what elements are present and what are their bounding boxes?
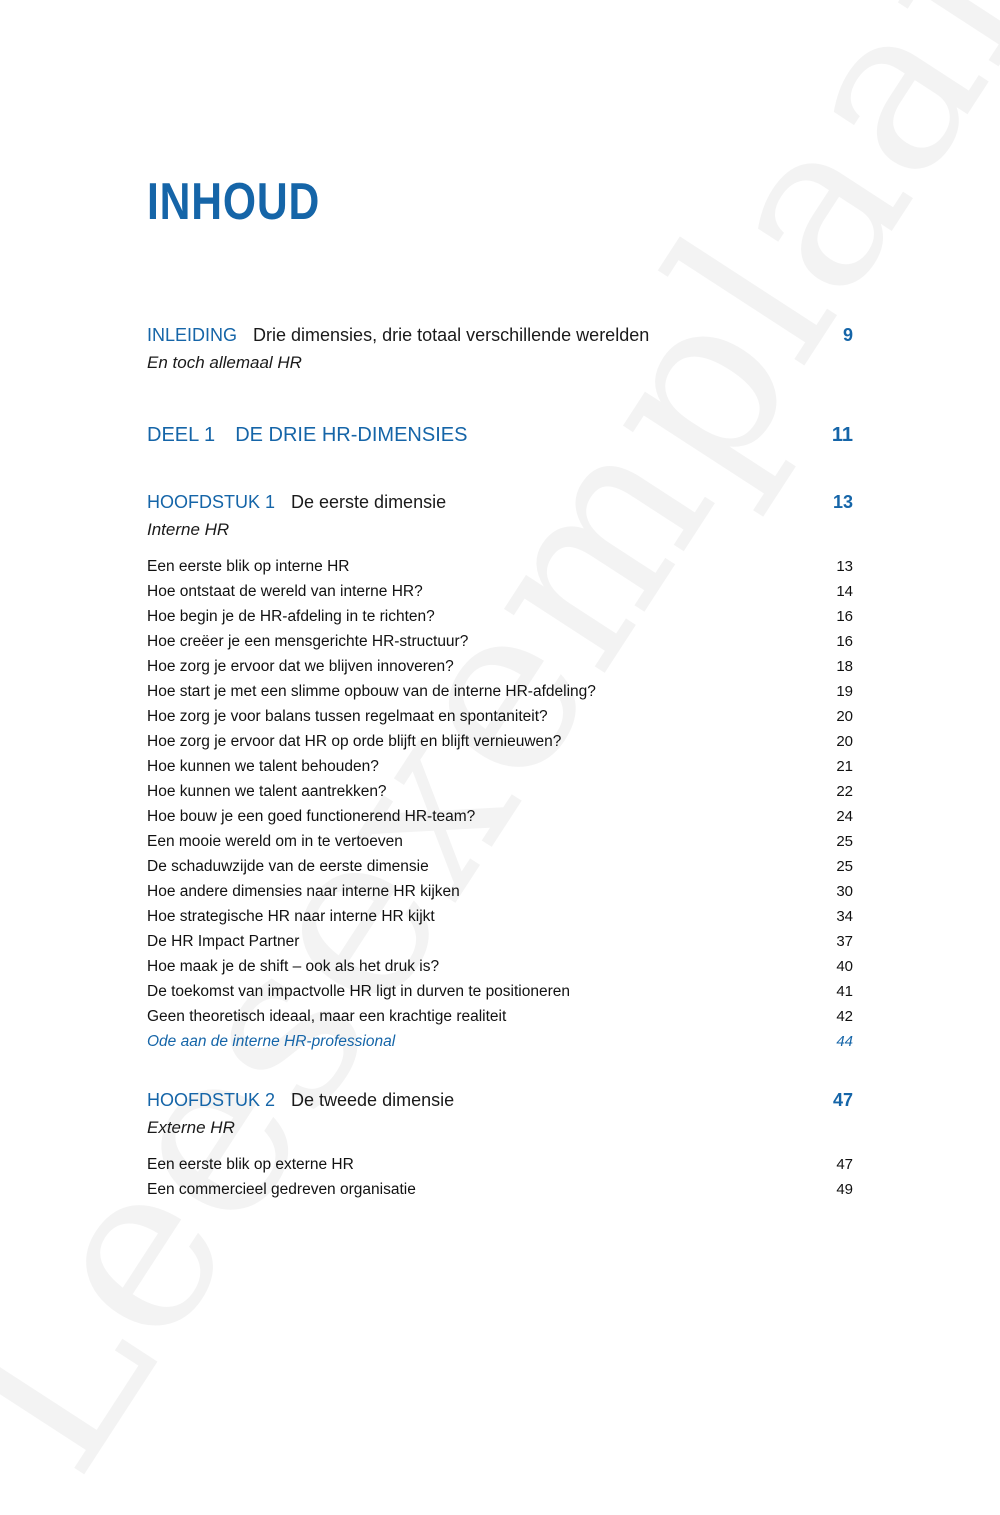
toc-entry[interactable]: [147, 558, 853, 576]
toc-entry[interactable]: [147, 708, 853, 726]
toc-entry-title: Hoe ontstaat de wereld van interne HR?: [147, 583, 423, 600]
toc-deel-1-page: 11: [831, 424, 853, 446]
toc-entry-page: 42: [836, 1008, 853, 1025]
toc-entry-title: Hoe maak je de shift – ook als het druk is?: [147, 958, 440, 975]
toc-hoofdstuk-1-label: [147, 492, 833, 513]
toc-inleiding-title: Drie dimensies, drie totaal verschillende werelden: [253, 325, 650, 345]
toc-hoofdstuk-2[interactable]: [147, 1090, 853, 1111]
toc-entry-title: Een commercieel gedreven organisatie: [147, 1181, 416, 1198]
toc-entry-page: 41: [836, 983, 853, 1000]
toc-inleiding-subtitle: En toch allemaal HR: [147, 353, 302, 372]
toc-deel-1-title: DE DRIE HR-DIMENSIES: [235, 424, 468, 446]
toc-entry-title: De schaduwzijde van de eerste dimensie: [147, 858, 429, 875]
toc-entry-page: 25: [836, 858, 853, 875]
toc-entry-title: Een eerste blik op externe HR: [147, 1156, 354, 1173]
toc-entry-title: Een mooie wereld om in te vertoeven: [147, 833, 403, 850]
toc-entry-page: 20: [836, 733, 853, 750]
toc-hoofdstuk-2-label: [147, 1090, 833, 1111]
toc-hoofdstuk-1-tag: HOOFDSTUK 1: [147, 492, 276, 512]
toc-inleiding-label: [147, 325, 843, 346]
toc-entry-page: 22: [836, 783, 853, 800]
toc-entry-page: 13: [836, 558, 853, 575]
toc-entry-title: Hoe zorg je ervoor dat HR op orde blijft en blijft vernieuwen?: [147, 733, 562, 750]
toc-hoofdstuk-1-page: 13: [832, 492, 853, 512]
toc-entry[interactable]: [147, 783, 853, 801]
toc-entry-title: Hoe start je met een slimme opbouw van de interne HR-afdeling?: [147, 683, 596, 700]
toc-inleiding-page: 9: [842, 325, 853, 345]
toc-entry[interactable]: [147, 633, 853, 651]
toc-entry-title: Hoe kunnen we talent behouden?: [147, 758, 379, 775]
toc-entry-title: De HR Impact Partner: [147, 933, 300, 950]
toc-hoofdstuk-2-title: De tweede dimensie: [291, 1090, 455, 1110]
toc-inleiding-tag: INLEIDING: [147, 325, 238, 345]
toc-entry-ode[interactable]: [147, 1033, 853, 1051]
toc-entry[interactable]: [147, 858, 853, 876]
toc-deel-1-label: [147, 424, 832, 447]
toc-entry-page: 34: [836, 908, 853, 925]
toc-entry[interactable]: [147, 608, 853, 626]
toc-entry-page: 47: [836, 1156, 853, 1173]
toc-entry-page: 19: [836, 683, 853, 700]
toc-entry[interactable]: [147, 958, 853, 976]
toc-entry[interactable]: [147, 1156, 853, 1174]
toc-entry-ode-page: 44: [836, 1033, 853, 1050]
toc-hoofdstuk-2-subtitle: Externe HR: [147, 1118, 235, 1137]
toc-entry-page: 16: [836, 608, 853, 625]
toc-entry-title: Hoe zorg je ervoor dat we blijven innoveren?: [147, 658, 454, 675]
toc-entry-title: Een eerste blik op interne HR: [147, 558, 350, 575]
toc-deel-1[interactable]: [147, 424, 853, 447]
toc-entry[interactable]: [147, 933, 853, 951]
toc-entry-page: 37: [836, 933, 853, 950]
page-title: INHOUD: [147, 173, 321, 231]
toc-entry-page: 25: [836, 833, 853, 850]
toc-entry[interactable]: [147, 683, 853, 701]
toc-entry-title: Geen theoretisch ideaal, maar een krachtige realiteit: [147, 1008, 507, 1025]
toc-entry-page: 16: [836, 633, 853, 650]
toc-inleiding[interactable]: [147, 325, 853, 346]
toc-entry-page: 49: [836, 1181, 853, 1198]
toc-entry-page: 14: [836, 583, 853, 600]
toc-entry-title: Hoe strategische HR naar interne HR kijkt: [147, 908, 435, 925]
toc-entry-title: Hoe andere dimensies naar interne HR kijken: [147, 883, 460, 900]
toc-entry[interactable]: [147, 1008, 853, 1026]
toc-hoofdstuk-1-title: De eerste dimensie: [291, 492, 447, 512]
toc-entry-title: Hoe zorg je voor balans tussen regelmaat en spontaniteit?: [147, 708, 548, 725]
toc-hoofdstuk-2-page: 47: [832, 1090, 853, 1110]
toc-deel-1-tag: DEEL 1: [147, 424, 216, 446]
toc-hoofdstuk-1[interactable]: [147, 492, 853, 513]
toc-hoofdstuk-2-tag: HOOFDSTUK 2: [147, 1090, 276, 1110]
toc-entry[interactable]: [147, 808, 853, 826]
toc-entry-page: 30: [836, 883, 853, 900]
toc-entry-title: Hoe bouw je een goed functionerend HR-team?: [147, 808, 476, 825]
toc-entry[interactable]: [147, 883, 853, 901]
toc-entry[interactable]: [147, 908, 853, 926]
toc-entry[interactable]: [147, 733, 853, 751]
toc-entry-title: Hoe begin je de HR-afdeling in te richten?: [147, 608, 435, 625]
toc-entry[interactable]: [147, 1181, 853, 1199]
toc-entry-page: 40: [836, 958, 853, 975]
toc-entry[interactable]: [147, 983, 853, 1001]
toc-entry-title: Hoe creëer je een mensgerichte HR-structuur?: [147, 633, 469, 650]
toc-entry-ode-title: Ode aan de interne HR-professional: [147, 1033, 396, 1050]
toc-hoofdstuk-1-subtitle: Interne HR: [147, 520, 230, 539]
toc-entry-page: 24: [836, 808, 853, 825]
toc-entry[interactable]: [147, 758, 853, 776]
toc-entry[interactable]: [147, 583, 853, 601]
toc-entry[interactable]: [147, 658, 853, 676]
toc-entry-title: De toekomst van impactvolle HR ligt in durven te positioneren: [147, 983, 571, 1000]
toc-entry[interactable]: [147, 833, 853, 851]
toc-entry-page: 20: [836, 708, 853, 725]
toc-entry-page: 21: [836, 758, 853, 775]
toc-entry-title: Hoe kunnen we talent aantrekken?: [147, 783, 387, 800]
toc-entry-page: 18: [836, 658, 853, 675]
